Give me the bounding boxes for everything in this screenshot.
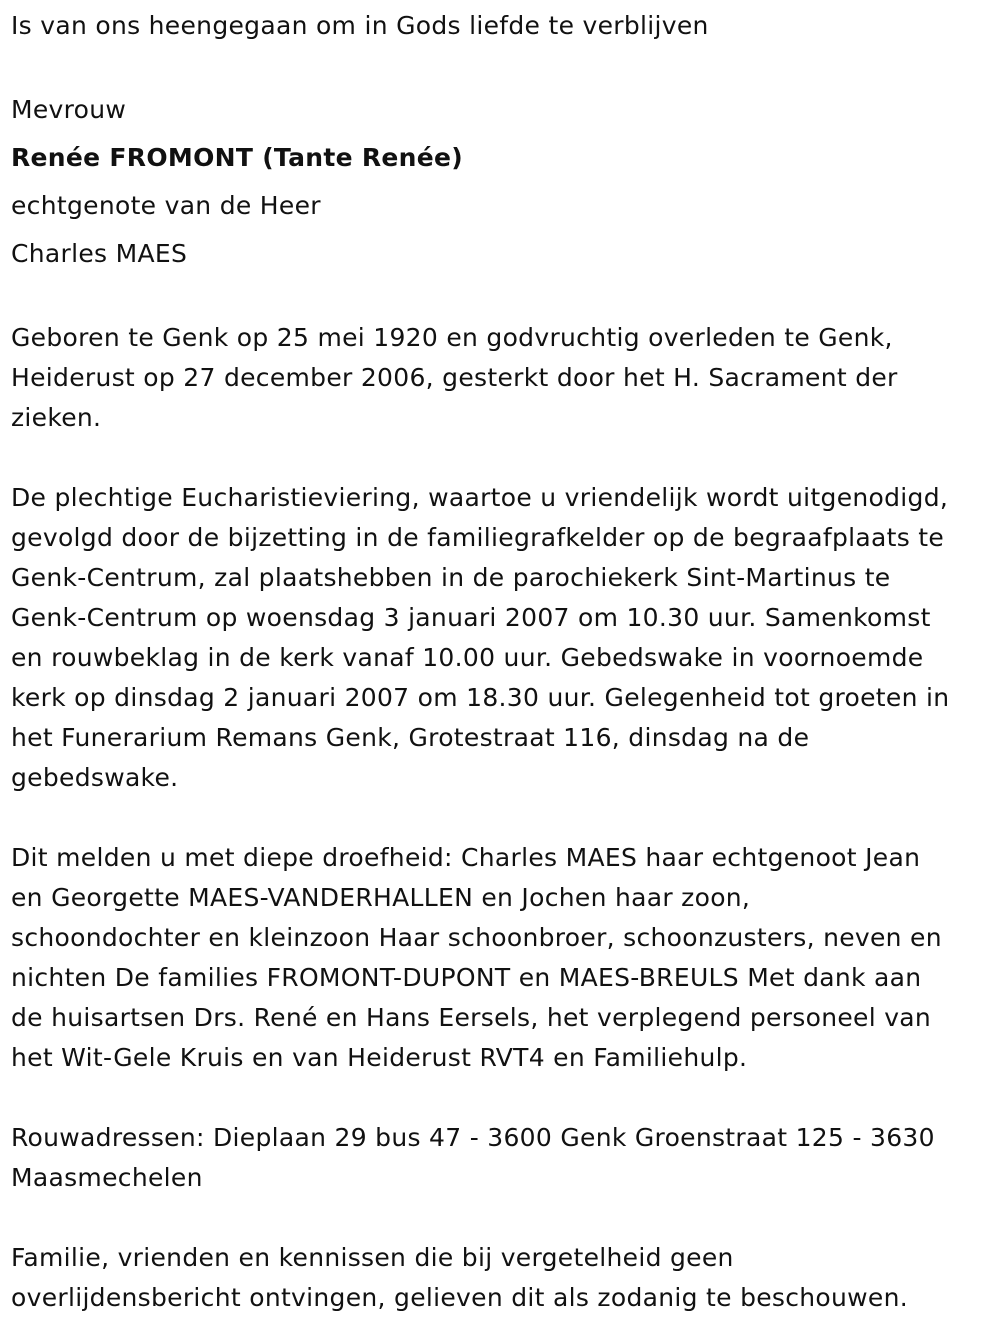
paragraph-line: Heiderust op 27 december 2006, gesterkt door het H. Sacrament der [11,363,898,392]
paragraph-line: Rouwadressen: Dieplaan 29 bus 47 - 3600 Genk Groenstraat 125 - 3630 [11,1123,935,1152]
paragraph-line: nichten De families FROMONT-DUPONT en MAES-BREULS Met dank aan [11,963,922,992]
announcement-paragraph [11,838,991,1078]
ceremony-paragraph [11,478,991,798]
paragraph-line: het Funerarium Remans Genk, Grotestraat 116, dinsdag na de [11,723,810,752]
paragraph-line: Geboren te Genk op 25 mei 1920 en godvruchtig overleden te Genk, [11,323,893,352]
paragraph-line: Genk-Centrum, zal plaatshebben in de parochiekerk Sint-Martinus te [11,563,891,592]
paragraph-line: Genk-Centrum op woensdag 3 januari 2007 om 10.30 uur. Samenkomst [11,603,931,632]
paragraph-line: en Georgette MAES-VANDERHALLEN en Jochen haar zoon, [11,883,751,912]
deceased-name: Renée FROMONT (Tante Renée) [11,143,463,172]
paragraph-line: zieken. [11,403,102,432]
paragraph-line: Familie, vrienden en kennissen die bij vergetelheid geen [11,1243,734,1272]
paragraph-line: kerk op dinsdag 2 januari 2007 om 18.30 uur. Gelegenheid tot groeten in [11,683,950,712]
paragraph-line: Maasmechelen [11,1163,203,1192]
paragraph-line: de huisartsen Drs. René en Hans Eersels, het verplegend personeel van [11,1003,932,1032]
paragraph-line: overlijdensbericht ontvingen, gelieven dit als zodanig te beschouwen. [11,1283,908,1312]
birth-death-paragraph [11,318,991,438]
obituary-document [11,0,991,1318]
obituary-header: Is van ons heengegaan om in Gods liefde te verblijven [11,11,709,40]
relation-text: echtgenote van de Heer [11,191,321,220]
spouse-name: Charles MAES [11,239,188,268]
paragraph-line: gebedswake. [11,763,179,792]
closing-paragraph [11,1238,991,1318]
paragraph-line: het Wit-Gele Kruis en van Heiderust RVT4 en Familiehulp. [11,1043,748,1072]
salutation: Mevrouw [11,95,127,124]
paragraph-line: gevolgd door de bijzetting in de familiegrafkelder op de begraafplaats te [11,523,945,552]
addresses-paragraph [11,1118,991,1198]
paragraph-line: schoondochter en kleinzoon Haar schoonbroer, schoonzusters, neven en [11,923,942,952]
identity-block [11,86,991,278]
paragraph-line: Dit melden u met diepe droefheid: Charles MAES haar echtgenoot Jean [11,843,921,872]
paragraph-line: en rouwbeklag in de kerk vanaf 10.00 uur. Gebedswake in voornoemde [11,643,924,672]
paragraph-line: De plechtige Eucharistieviering, waartoe u vriendelijk wordt uitgenodigd, [11,483,949,512]
